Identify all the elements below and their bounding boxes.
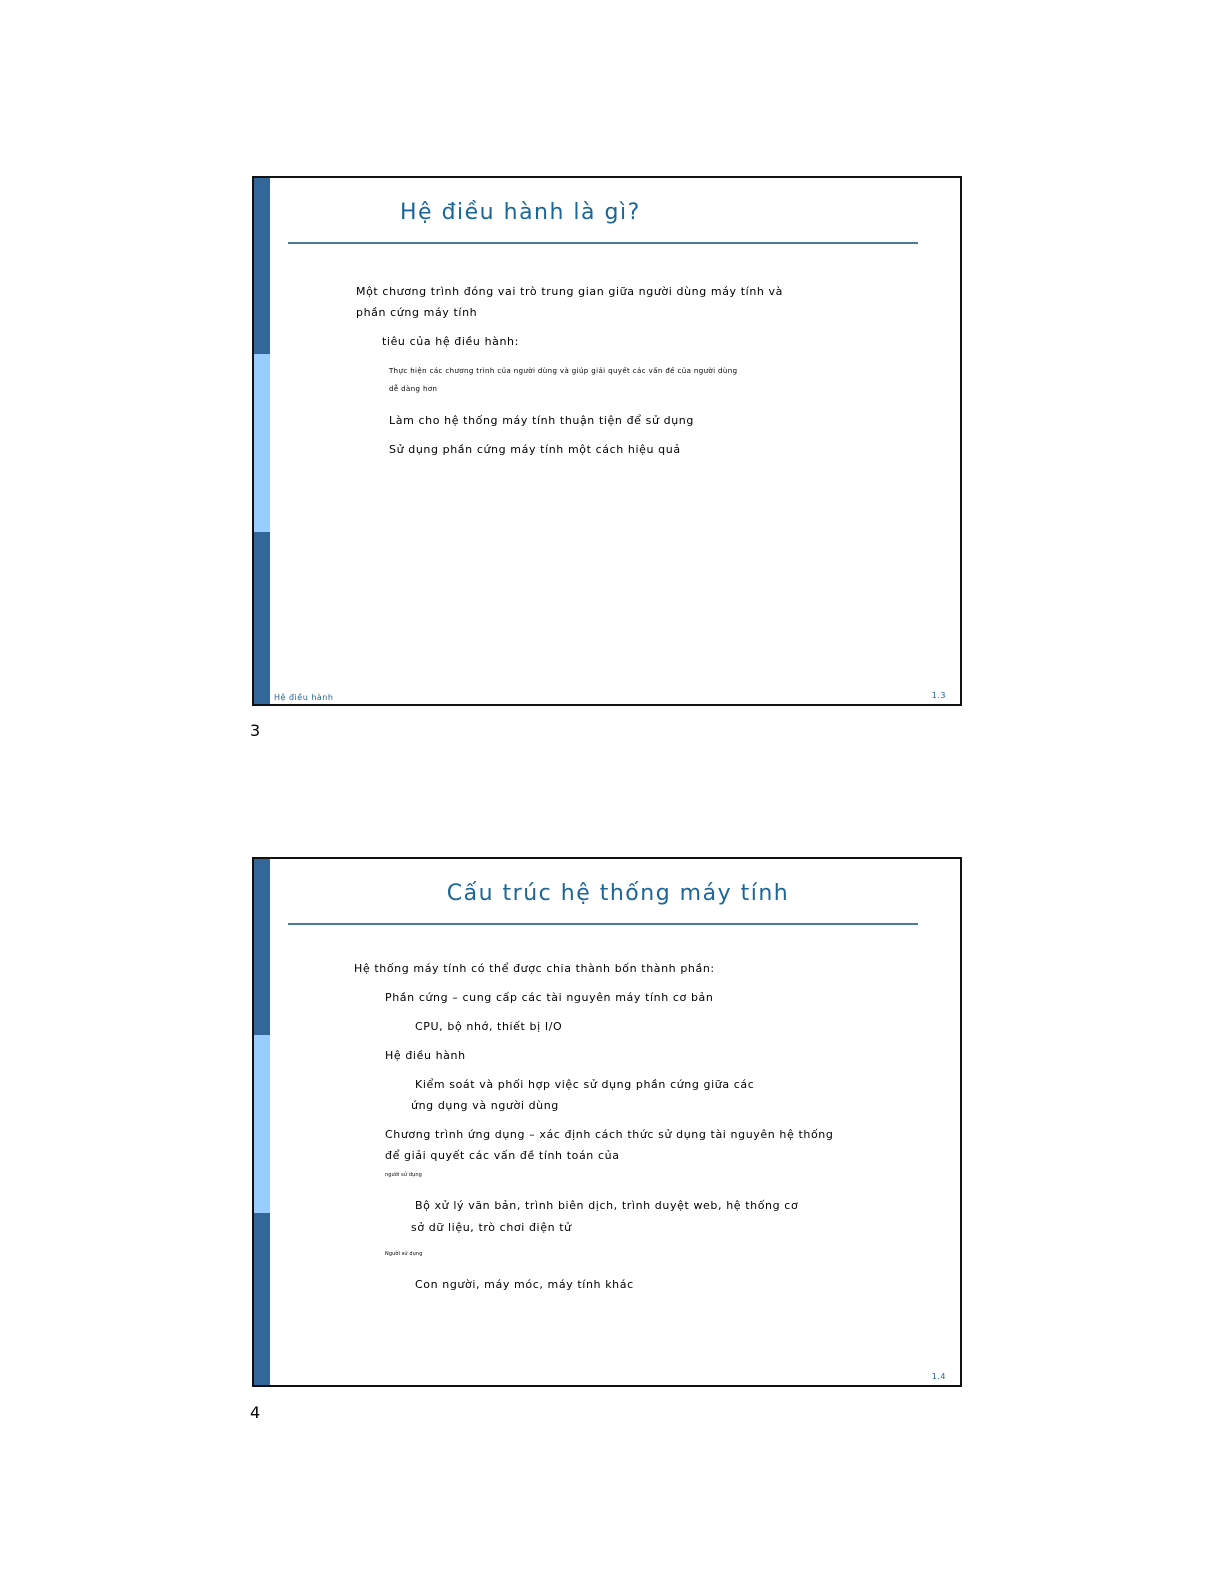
body-line: Làm cho hệ thống máy tính thuận tiện để sử dụng xyxy=(389,414,694,427)
slide-footer: Hệ điều hành xyxy=(274,693,334,702)
slide-sidebar xyxy=(254,859,270,1385)
slide-page-number: 1.4 xyxy=(931,1372,946,1381)
body-line: người sử dụng xyxy=(385,1172,422,1178)
sidebar-band-dark xyxy=(254,178,270,354)
body-line: để giải quyết các vấn đề tính toán của xyxy=(385,1149,620,1162)
body-line: phần cứng máy tính xyxy=(356,306,478,319)
sidebar-band-dark xyxy=(254,1213,270,1387)
body-line: tiêu của hệ điều hành: xyxy=(382,335,519,348)
body-line: Người sử dụng xyxy=(385,1251,423,1257)
slide-label: 3 xyxy=(250,721,261,740)
slide-label: 4 xyxy=(250,1403,261,1422)
body-line: Hệ thống máy tính có thể được chia thành bốn thành phần: xyxy=(354,962,715,975)
sidebar-band-light xyxy=(254,1035,270,1213)
body-line: Thực hiện các chương trình của người dùng và giúp giải quyết các vấn đề của người dùng xyxy=(389,367,738,375)
body-line: CPU, bộ nhớ, thiết bị I/O xyxy=(415,1020,563,1033)
body-line: Chương trình ứng dụng – xác định cách thức sử dụng tài nguyên hệ thống xyxy=(385,1128,834,1141)
body-line: Phần cứng – cung cấp các tài nguyên máy tính cơ bản xyxy=(385,991,714,1004)
slide-what-is-os xyxy=(252,176,962,706)
slide-computer-system-structure xyxy=(252,857,962,1387)
body-line: Một chương trình đóng vai trò trung gian giữa người dùng máy tính và xyxy=(356,285,784,298)
body-line: Kiểm soát và phối hợp việc sử dụng phần cứng giữa các xyxy=(415,1078,755,1091)
slide-page-number: 1.3 xyxy=(931,691,946,700)
slide-title: Cấu trúc hệ thống máy tính xyxy=(446,881,790,906)
title-divider xyxy=(288,242,918,244)
sidebar-band-dark xyxy=(254,532,270,706)
body-line: Hệ điều hành xyxy=(385,1049,466,1062)
slide-title: Hệ điều hành là gì? xyxy=(400,200,641,225)
body-line: sở dữ liệu, trò chơi điện tử xyxy=(411,1221,572,1234)
body-line: Sử dụng phần cứng máy tính một cách hiệu quả xyxy=(389,443,681,456)
body-line: dễ dàng hơn xyxy=(389,385,438,393)
title-divider xyxy=(288,923,918,925)
slide-sidebar xyxy=(254,178,270,704)
body-line: Bộ xử lý văn bản, trình biên dịch, trình duyệt web, hệ thống cơ xyxy=(415,1199,799,1212)
body-line: ứng dụng và người dùng xyxy=(411,1099,559,1112)
body-line: Con người, máy móc, máy tính khác xyxy=(415,1278,634,1291)
sidebar-band-light xyxy=(254,354,270,532)
